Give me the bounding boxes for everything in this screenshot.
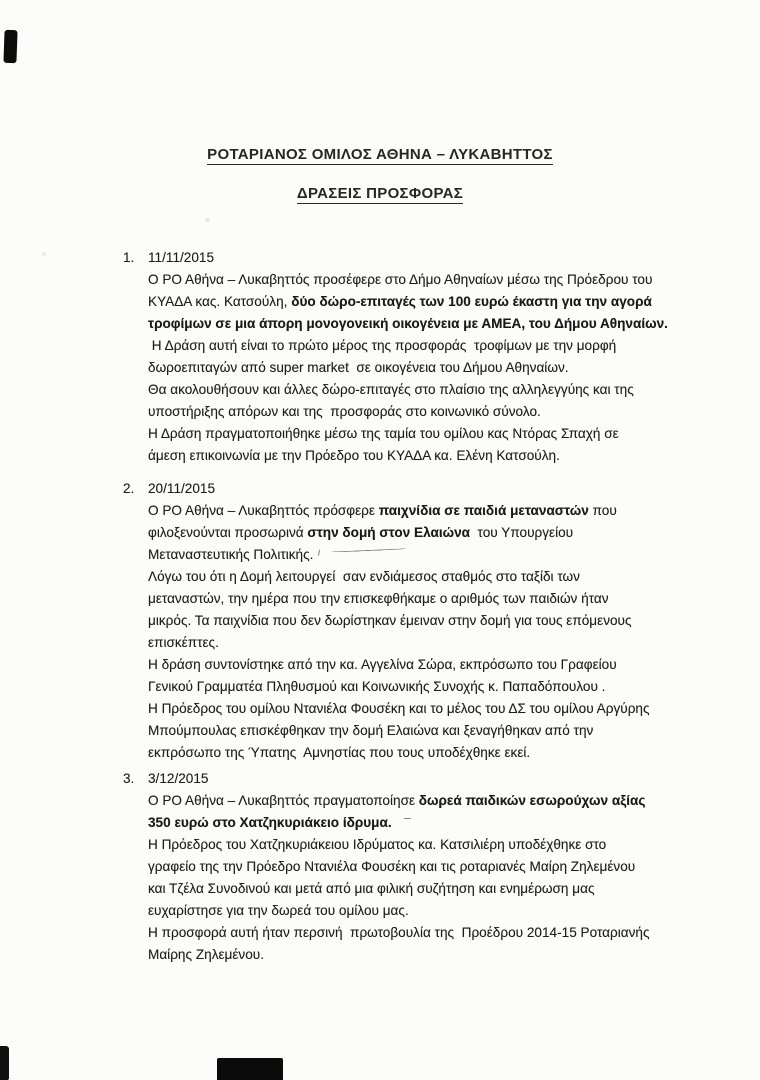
- text-line: μικρός. Τα παιχνίδια που δεν δωρίστηκαν έμειναν στην δομή για τους επόμενους: [148, 613, 632, 628]
- text-line: Ο ΡΟ Αθήνα – Λυκαβηττός προσέφερε στο Δήμο Αθηναίων μέσω της Πρόεδρου του: [148, 272, 653, 287]
- text-line: Λόγω του ότι η Δομή λειτουργεί σαν ενδιάμεσος σταθμός στο ταξίδι των: [148, 569, 580, 584]
- text-line: Θα ακολουθήσουν και άλλες δώρο-επιταγές στο πλαίσιο της αλληλεγγύης και της: [148, 382, 634, 397]
- document-body: [123, 247, 733, 966]
- text-line: υποστήριξης απόρων και της προσφοράς στο κοινωνικό σύνολο.: [148, 404, 541, 419]
- section-3-heading: [123, 768, 733, 790]
- section-1-heading: [123, 247, 733, 269]
- section-1: [123, 247, 733, 467]
- text-line: ΚΥΑΔΑ κας. Κατσούλη, δύο δώρο-επιταγές των 100 ευρώ έκαστη για την αγορά: [148, 294, 652, 309]
- scan-artifact-bottom-left: [0, 1046, 9, 1080]
- text-line: 350 ευρώ στο Χατζηκυριάκειο ίδρυμα.: [123, 812, 733, 834]
- text-line: Η Δράση πραγματοποιήθηκε μέσω της ταμία του ομίλου κας Ντόρας Σπαχή σε: [148, 426, 619, 441]
- section-number: 1.: [123, 250, 135, 265]
- text-line: και Τζέλα Συνοδινού και μετά από μια φιλική συζήτηση και ενημέρωση μας: [148, 881, 595, 896]
- text-line: τροφίμων σε μια άπορη μονογονεική οικογένεια με ΑΜΕΑ, του Δήμου Αθηναίων.: [148, 316, 668, 331]
- section-2: [123, 478, 733, 764]
- text-line: Γενικού Γραμματέα Πληθυσμού και Κοινωνικής Συνοχής κ. Παπαδόπουλου .: [148, 679, 606, 694]
- section-number: 3.: [123, 771, 135, 786]
- text-line: εκπρόσωπο της Ύπατης Αμνηστίας που τους υποδέχθηκε εκεί.: [148, 745, 531, 760]
- text-line: δωροεπιταγών από super market σε οικογένεια του Δήμου Αθηναίων.: [148, 360, 569, 375]
- text-line: Η Δράση αυτή είναι το πρώτο μέρος της προσφοράς τροφίμων με την μορφή: [148, 338, 617, 353]
- text-line: επισκέπτες.: [148, 635, 219, 650]
- text-line: Μεταναστευτικής Πολιτικής.: [123, 544, 733, 566]
- text-line: Μαίρης Ζηλεμένου.: [148, 947, 265, 962]
- text-line: φιλοξενούνται προσωρινά στην δομή στον Ελαιώνα του Υπουργείου: [148, 525, 574, 540]
- text-line: γραφείο της την Πρόεδρο Ντανιέλα Φουσέκη και τις ροταριανές Μαίρη Ζηλεμένου: [148, 859, 636, 874]
- text-line: άμεση επικοινωνία με την Πρόεδρο του ΚΥΑΔΑ κα. Ελένη Κατσούλη.: [148, 448, 560, 463]
- section-date: 3/12/2015: [148, 771, 209, 786]
- text-line: ευχαρίστησε για την δωρεά του ομίλου μας.: [148, 903, 409, 918]
- text-line: μεταναστών, την ημέρα που την επισκεφθήκαμε ο αριθμός των παιδιών ήταν: [148, 591, 609, 606]
- text-line: Ο ΡΟ Αθήνα – Λυκαβηττός πραγματοποίησε δωρεά παιδικών εσωρούχων αξίας: [148, 793, 646, 808]
- section-date: 11/11/2015: [148, 250, 215, 265]
- section-3: [123, 768, 733, 966]
- document-title: ΡΟΤΑΡΙΑΝΟΣ ΟΜΙΛΟΣ ΑΘΗΝΑ – ΛΥΚΑΒΗΤΤΟΣ: [207, 146, 553, 163]
- text-line: Ο ΡΟ Αθήνα – Λυκαβηττός πρόσφερε παιχνίδια σε παιδιά μεταναστών που: [148, 503, 617, 518]
- text-line: Η Πρόεδρος του ομίλου Ντανιέλα Φουσέκη και το μέλος του ΔΣ του ομίλου Αργύρης: [148, 701, 650, 716]
- scan-artifact-top-left: [3, 30, 17, 63]
- text-line: Η Πρόεδρος του Χατζηκυριάκειου Ιδρύματος κα. Κατσιλιέρη υποδέχθηκε στο: [148, 837, 607, 852]
- text-line: Η δράση συντονίστηκε από την κα. Αγγελίνα Σώρα, εκπρόσωπο του Γραφείου: [148, 657, 617, 672]
- pen-stroke-artifact: [332, 548, 406, 553]
- section-number: 2.: [123, 481, 135, 496]
- section-2-heading: [123, 478, 733, 500]
- pen-tick-artifact: [318, 550, 323, 557]
- scan-speck: [42, 252, 46, 256]
- scan-artifact-bottom-bar: [217, 1058, 283, 1080]
- text-line: Η προσφορά αυτή ήταν περσινή πρωτοβουλία της Προέδρου 2014-15 Ροταριανής: [148, 925, 650, 940]
- section-date: 20/11/2015: [148, 481, 216, 496]
- stray-dash-artifact: [404, 817, 411, 819]
- scan-speck: [205, 218, 210, 222]
- document-subtitle: ΔΡΑΣΕΙΣ ΠΡΟΣΦΟΡΑΣ: [296, 185, 464, 202]
- text-line: Μπούμπουλας επισκέφθηκαν την δομή Ελαιώνα και ξεναγήθηκαν από την: [148, 723, 594, 738]
